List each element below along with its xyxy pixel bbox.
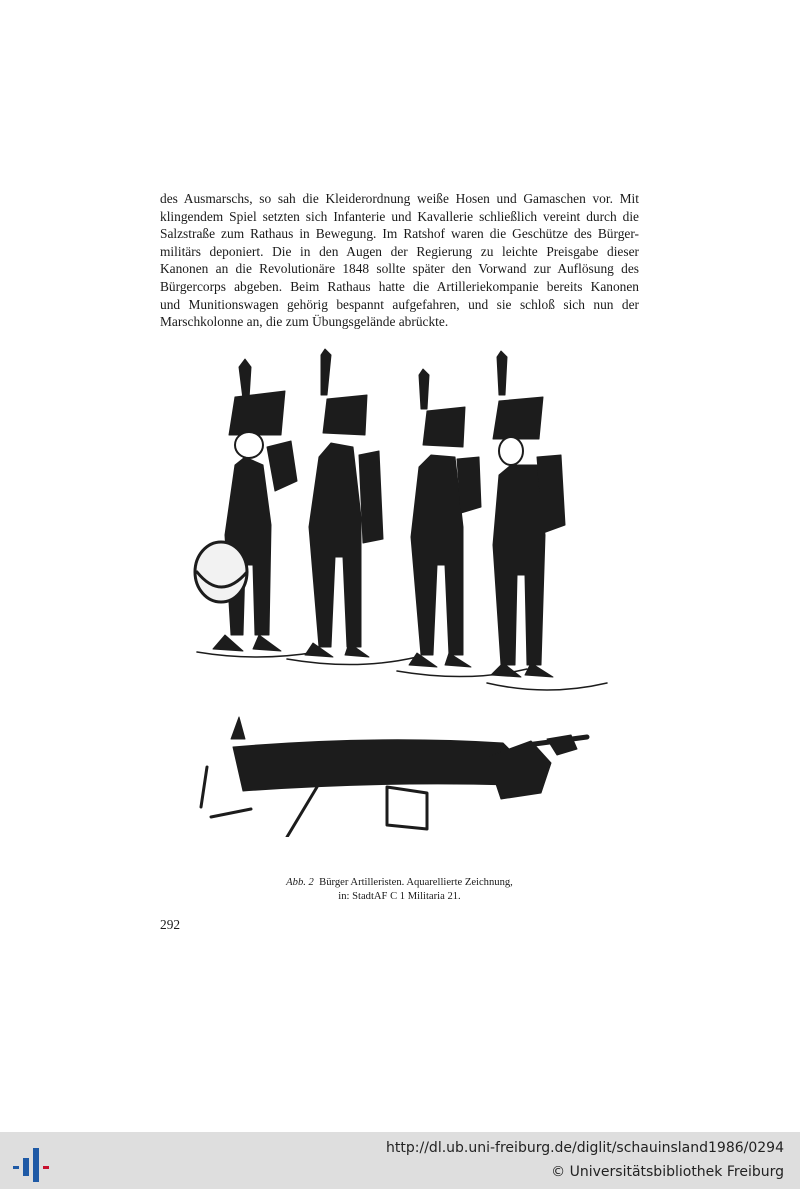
body-line: Kanonen an die Revolutionäre 1848 sollte später den Vorwand zur Auflösung des (160, 261, 639, 277)
soldier-figure-4 (487, 351, 607, 690)
permalink-link[interactable]: http://dl.ub.uni-freiburg.de/diglit/schauinsland1986/0294 (386, 1140, 784, 1156)
soldiers-illustration (187, 347, 611, 837)
caption-label: Abb. 2 (286, 877, 314, 888)
body-line: klingendem Spiel setzten sich Infanterie und Kavallerie schließlich vereint durch die (160, 208, 639, 224)
caption-line-2: in: StadtAF C 1 Militaria 21. (338, 890, 461, 902)
soldier-figure-2 (287, 349, 417, 665)
fallen-soldier-figure (201, 717, 587, 837)
footer-bar (0, 1132, 800, 1189)
soldier-drummer-figure (195, 359, 317, 657)
body-line: Bürgercorps abgeben. Beim Rathaus hatte die Artilleriekompanie bereits Kanonen (160, 278, 639, 294)
body-line: militärs deponiert. Die in den Augen der Regierung zu leichte Preisgabe dieser (160, 243, 639, 259)
page-number: 292 (160, 917, 181, 932)
body-line: Marschkolonne an, die zum Übungsgelände abrückte. (160, 314, 449, 330)
body-line: des Ausmarschs, so sah die Kleiderordnung weiße Hosen und Gamaschen vor. Mit (160, 191, 639, 206)
caption-line-1 (160, 876, 639, 890)
body-line: Salzstraße zum Rathaus in Bewegung. Im Ratshof waren die Geschütze des Bürger- (160, 226, 639, 242)
body-text (160, 190, 639, 331)
copyright-text: © Universitätsbibliothek Freiburg (551, 1164, 784, 1180)
body-line: und Munitionswagen gehörig bespannt aufgefahren, und sie schloß sich nun der (160, 296, 639, 312)
figure-caption (160, 876, 639, 903)
caption-text: Bürger Artilleristen. Aquarellierte Zeichnung, (319, 877, 513, 888)
library-logo-icon (9, 1140, 51, 1182)
